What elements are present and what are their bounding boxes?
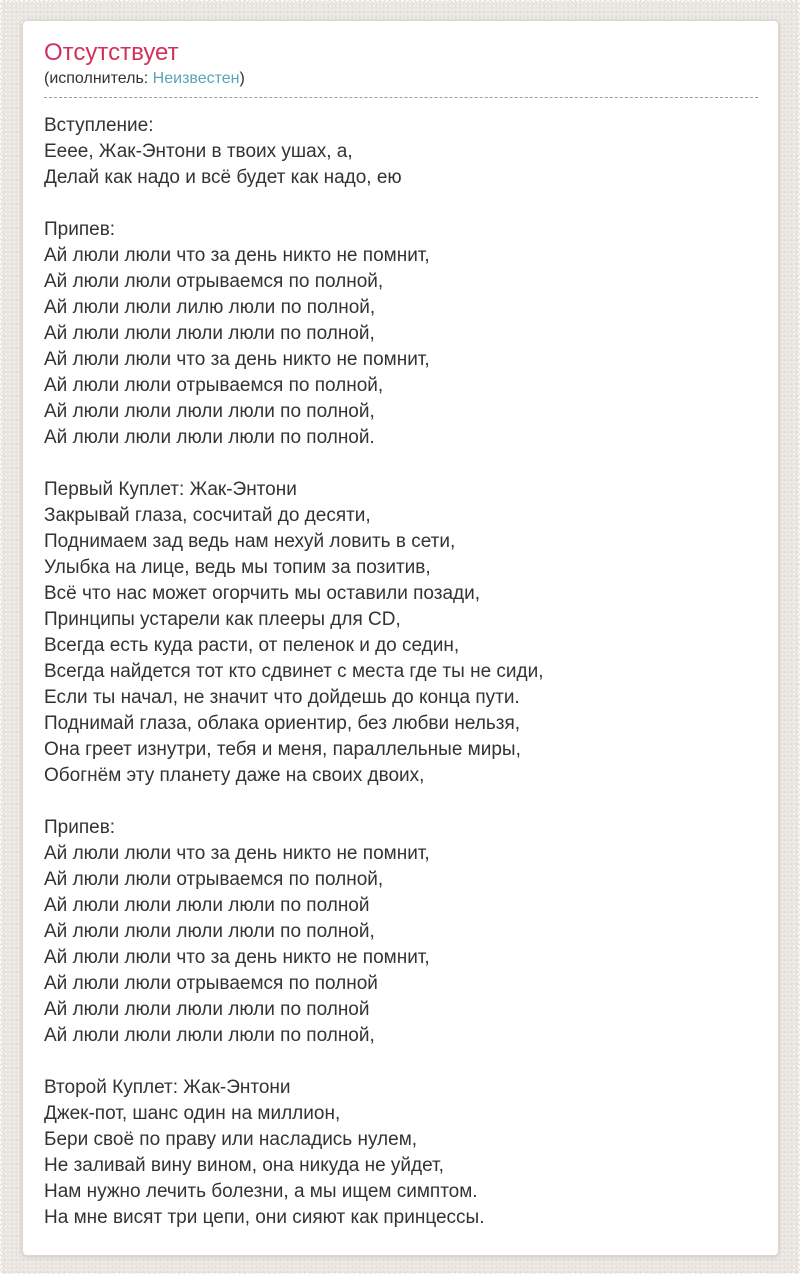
artist-line [44, 69, 758, 89]
lyric-line: Нам нужно лечить болезни, а мы ищем симптом. [44, 1181, 478, 1202]
artist-suffix: ) [239, 70, 245, 87]
lyric-line: Всегда есть куда расти, от пеленок и до седин, [44, 635, 460, 656]
lyric-line: Припев: [44, 219, 116, 240]
lyric-line: Бери своё по праву или насладись нулем, [44, 1129, 418, 1150]
artist-prefix: (исполнитель: [44, 70, 153, 87]
lyric-line: Ай люли люли люли люли по полной [44, 999, 370, 1020]
lyric-line: Принципы устарели как плееры для CD, [44, 609, 401, 630]
lyric-line: Джек-пот, шанс один на миллион, [44, 1103, 341, 1124]
lyric-line: Первый Куплет: Жак-Энтони [44, 479, 297, 500]
lyrics-card [22, 20, 779, 1256]
lyric-line: На мне висят три цепи, они сияют как принцессы. [44, 1207, 485, 1228]
lyric-line: Ай люли люли люли люли по полной, [44, 401, 375, 422]
lyric-line: Не заливай вину вином, она никуда не уйдет, [44, 1155, 444, 1176]
stanza [44, 113, 758, 191]
lyric-line: Закрывай глаза, сосчитай до десяти, [44, 505, 371, 526]
lyric-line: Ай люли люли люли люли по полной [44, 895, 370, 916]
song-title: Отсутствует [44, 39, 179, 66]
lyric-line: Ай люли люли отрываемся по полной [44, 973, 378, 994]
lyric-line: Всё что нас может огорчить мы оставили позади, [44, 583, 481, 604]
song-header [44, 38, 758, 98]
lyric-line: Ай люли люли что за день никто не помнит, [44, 947, 430, 968]
lyric-line: Ай люли люли отрываемся по полной, [44, 869, 384, 890]
stanza [44, 477, 758, 789]
lyric-line: Ееее, Жак-Энтони в твоих ушах, а, [44, 141, 353, 162]
lyric-line: Ай люли люли что за день никто не помнит, [44, 349, 430, 370]
lyric-line: Она греет изнутри, тебя и меня, параллельные миры, [44, 739, 521, 760]
lyric-line: Второй Куплет: Жак-Энтони [44, 1077, 291, 1098]
lyric-line: Ай люли люли люли люли по полной. [44, 427, 375, 448]
lyric-line: Припев: [44, 817, 116, 838]
stanza [44, 815, 758, 1049]
lyric-line: Ай люли люли люли люли по полной, [44, 921, 375, 942]
stanza [44, 217, 758, 451]
artist-link[interactable]: Неизвестен [152, 70, 240, 87]
lyric-line: Ай люли люли люли люли по полной, [44, 1025, 375, 1046]
lyric-line: Если ты начал, не значит что дойдешь до конца пути. [44, 687, 520, 708]
lyric-line: Ай люли люли отрываемся по полной, [44, 271, 384, 292]
lyric-line: Ай люли люли что за день никто не помнит, [44, 245, 430, 266]
lyric-line: Ай люли люли люли люли по полной, [44, 323, 375, 344]
lyrics [44, 113, 758, 1231]
lyric-line: Вступление: [44, 115, 154, 136]
lyric-line: Всегда найдется тот кто сдвинет с места где ты не сиди, [44, 661, 544, 682]
lyric-line: Ай люли люли лилю люли по полной, [44, 297, 376, 318]
lyric-line: Ай люли люли что за день никто не помнит, [44, 843, 430, 864]
lyric-line: Обогнём эту планету даже на своих двоих, [44, 765, 425, 786]
stanza [44, 1075, 758, 1231]
lyric-line: Поднимаем зад ведь нам нехуй ловить в сети, [44, 531, 456, 552]
lyric-line: Делай как надо и всё будет как надо, ею [44, 167, 402, 188]
lyric-line: Улыбка на лице, ведь мы топим за позитив, [44, 557, 431, 578]
lyric-line: Ай люли люли отрываемся по полной, [44, 375, 384, 396]
lyric-line: Поднимай глаза, облака ориентир, без любви нельзя, [44, 713, 521, 734]
